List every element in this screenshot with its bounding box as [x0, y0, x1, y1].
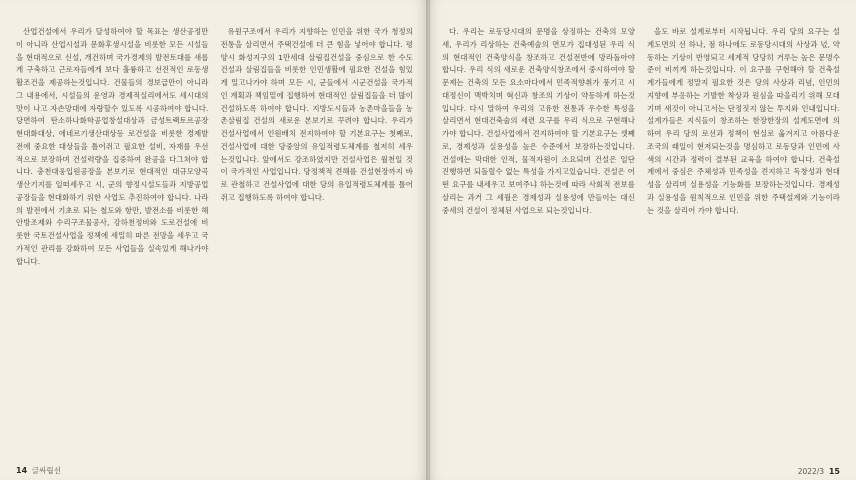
issue-label: 2022/3	[797, 467, 825, 476]
body-text: 을도 바로 설계로부터 시작됩니다. 우리 당의 요구는 설계도면의 선 하나, 점 하나에도 로동당시대의 사상과 넋, 약동하는 기상이 반영되고 세계적 당당히 거루는 높은 문명수준이 비끼게 하는것입니다. 이 요구를 구현해야 할 건축설계가들에게 정말지 필요한 것은 당의 사상과 리념, 인민의 지향에 부응하는 기발한 착상과 원심을 따을리기 위해 모대기며 새것이 아니고서는 단정짓지 않는 투지와 인내입니다. 설계가들은 지식들이 창조하는 한장한장의 설계도면에 의하여 우리 당의 로선과 정책이 현실로 옮겨지고 아름다운 조국의 래일이 현저되는것을 명심하고 로동당과 인민에 사색의 시간과 정력이 결부된 교육을 하여야 합니다. 건축설계에서 중심은 주체성과 민족성을 견지하고 독창성과 현대성을 살리며 실용성을 기능화를 보장하는것입니다. 경제성과 실용성을 원칙적으로 인민을 위한 주택설계와 기능이라는 것을 살리어 가야 합니다.	[647, 27, 840, 215]
right-page	[428, 0, 856, 480]
page-number: 14	[16, 466, 28, 475]
left-folio	[16, 465, 61, 476]
left-column-1	[16, 26, 209, 458]
left-column-2	[221, 26, 414, 458]
section-name: 글싸립선	[31, 466, 61, 475]
right-folio	[798, 467, 840, 476]
body-text: 다. 우리는 로동당시대의 문명을 상징하는 건축의 모양새, 우리가 리상하는 건축예술의 면모가 집대성된 우리 식의 현대적인 건축양식을 창조하고 건설전반에 망라돌아야 합니다. 우리 식의 새로운 건축양식창조에서 중시하여야 할 문제는 건축의 모든 요소마다에서 민족적향취가 풍기고 시대정신이 맥박치며 혁신과 창조의 기상이 약동하게 하는것입니다. 다시 말하여 우리의 고유한 전통과 우수한 특성을 살리면서 현대건축술의 세련 요구를 우리 식으로 구현해나가야 합니다. 건설사업에서 견지하여야 할 기본요구는 셋째로, 경제성과 실용성을 높은 수준에서 보장하는것입니다. 건설에는 막대한 인적, 물적자원이 소요되며 건설은 일단 진행하면 되돌릴수 없는 특성을 가지고있습니다. 건설은 어떤 요구를 내세우고 보여주냐 하는것에 따라 사회적 전보를 살리는 과거 그 세월은 경제성과 실용성에 만들이는 대신 중세의 건설이 정체된 사업으로 되는것입니다.	[442, 27, 635, 215]
right-column-1	[442, 26, 635, 458]
right-column-2	[647, 26, 840, 458]
left-page-columns	[16, 26, 413, 458]
book-gutter	[426, 0, 430, 480]
right-page-columns	[442, 26, 840, 458]
body-text: 유원구조에서 우리가 지향하는 인민을 위한 국가 청정의 전통을 살리면서 주택건설에 더 큰 힘을 넣어야 합니다. 평양시 화성지구의 1만세대 살림집건설을 중심으로 한 수도건설과 살림집들을 비롯한 인민생활에 필요한 건설을 힘있게 밀고나가야 하며 모든 시, 군들에서 시군건설을 국가적인 계획과 책임밑에 집행하여 현대적인 살림집들을 더 많이 건설하도록 하여야 합니다. 지방도시들과 농촌마을들을 농촌살림집 건설의 새로운 본보기로 꾸려야 합니다. 우리가 건설사업에서 인원배치 전지하여야 할 기본요구는 첫째로, 건설사업에 대한 당중앙의 유일적령도체계를 철저히 세우는것입니다. 앞에서도 강조하였지만 건설사업은 월천일 것이 국가적인 사업입니다. 당정책적 견해를 건설현장까지 바로 관철하고 건설사업에 대한 당의 유일적령도체계를 틀어쥐고 집행하도록 하여야 합니다.	[220, 27, 413, 202]
page-number: 15	[828, 467, 840, 476]
body-text: 산업건설에서 우리가 달성하여야 할 목표는 생산공정만이 아니라 산업시설과 문화후생시설을 비롯한 모든 시설들을 현대적으로 신설, 개건하며 국가경제의 발전토대를 새롭게 구축하고 근로자들에게 보다 훌륭하고 선진적인 로동생활조건을 제공하는것입니다. 건물들의 경보급만이 아니라 그 내용에서, 시설들의 운영과 경제적실리에서도 세시대의 맛이 나고 자손망대에 자랑할수 있도록 시공하여야 합니다. 당면하여 탄소하나화학공업창설대상과 금성트랙토르공장현대화대상, 에네르기생산대상등 로건설을 비롯한 경제발전에 중요한 대상들을 틀어쥐고 필요한 설비, 자재를 우선적으로 보장하며 건설력량을 집중하여 완공을 다그쳐야 합니다. 충천대웅입원공장을 본보기로 현대적인 대규모양곡생산기지를 일떠세우고 시, 군의 향정시설도들과 지방공업공장들을 현대화하기 위한 사업도 추진하여야 합니다. 나라의 발전에서 기초로 되는 철도와 항만, 발전소를 비롯한 해안방조제와 수리구조물공사, 강하천정비와 도로건설에 비롯한 국토건설사업을 정책에 세밀히 따른 전망을 세우고 국가적인 관리를 강화하여 모든 사업들을 실속있게 해나가야 합니다.	[16, 27, 209, 266]
